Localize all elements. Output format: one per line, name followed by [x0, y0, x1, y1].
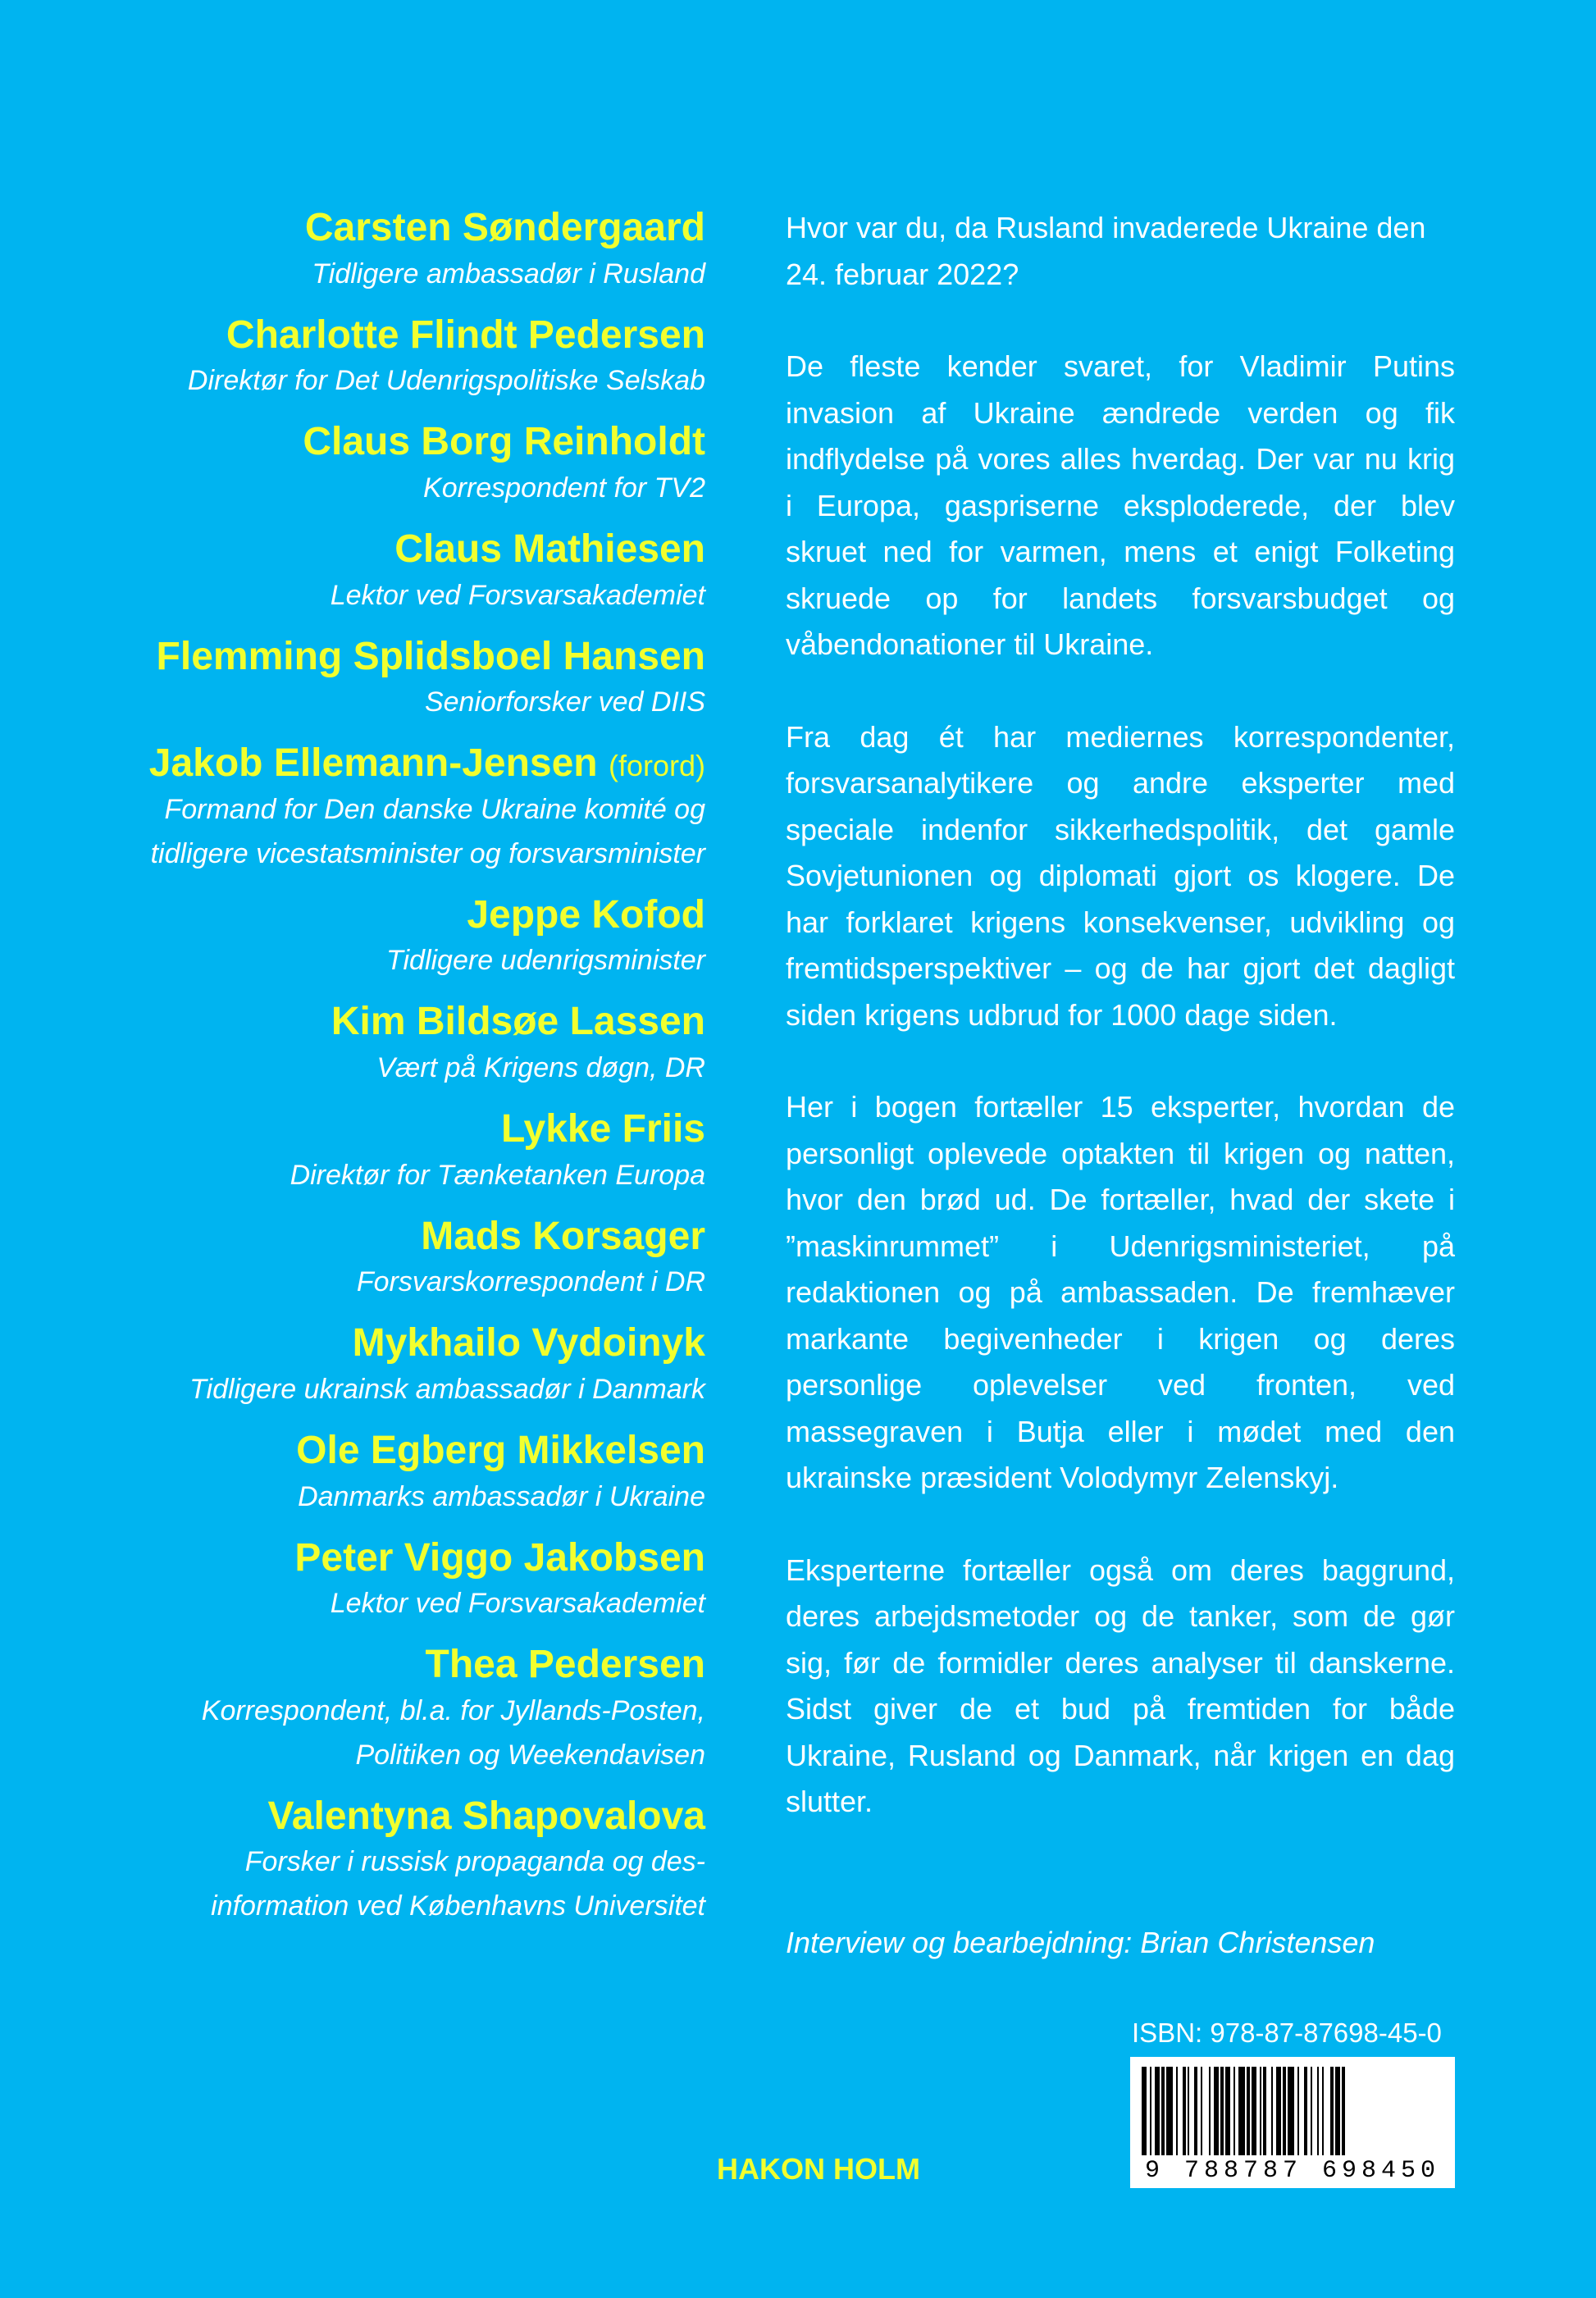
contributor-note: (forord): [608, 749, 705, 783]
contributor-name: Mads Korsager: [421, 1214, 705, 1258]
barcode-bar: [1166, 2067, 1173, 2155]
contributor-role: Lektor ved Forsvarsakademiet: [330, 579, 705, 611]
barcode-bar: [1188, 2067, 1189, 2155]
barcode-bar: [1335, 2067, 1340, 2155]
contributor-name: Kim Bildsøe Lassen: [331, 1000, 705, 1044]
blurb-paragraph: Fra dag ét har mediernes korrespondenter, forsvarsanalytikere og andre eksperter med speciale indenfor sikkerhedspolitik, det gamle Sovjetunionen og diplomati gjort os klogere. De har forklaret krigens konsekvenser, udvikling og fremtidsperspektiver – og de har gjort det dagligt siden krigens udbrud for 1000 dage siden.: [786, 719, 1455, 1032]
contributor-name: Claus Borg Reinholdt: [303, 420, 705, 464]
barcode-bar: [1183, 2067, 1186, 2155]
barcode-bar: [1201, 2067, 1202, 2155]
contributor-role: Direktør for Tænketanken Europa: [290, 1159, 705, 1191]
blurb-intro: Hvor var du, da Rusland invaderede Ukraine den 24. februar 2022?: [786, 211, 1426, 291]
barcode-bar: [1288, 2067, 1294, 2155]
publisher-logo: HAKON HOLM: [717, 2152, 920, 2186]
barcode-bar: [1342, 2067, 1345, 2155]
contributor-role: Tidligere ambassadør i Rusland: [312, 258, 705, 290]
barcode-bar: [1304, 2067, 1307, 2155]
contributor-name: Claus Mathiesen: [394, 527, 705, 571]
contributor-entry: [82, 205, 705, 296]
contributor-entry: [82, 419, 705, 510]
contributor-role: Vært på Krigens døgn, DR: [376, 1052, 705, 1083]
blurb-text: [786, 205, 1455, 1872]
contributor-role: Lektor ved Forsvarsakademiet: [330, 1588, 705, 1620]
contributor-entry: [82, 1106, 705, 1197]
contributor-name: Mykhailo Vydoinyk: [352, 1321, 705, 1366]
barcode-bar: [1263, 2067, 1266, 2155]
contributor-role: Tidligere udenrigsminister: [386, 945, 705, 977]
barcode-bar: [1225, 2067, 1230, 2155]
contributor-name: Flemming Splidsboel Hansen: [156, 634, 705, 678]
contributor-name: Carsten Søndergaard: [304, 206, 705, 249]
contributor-role: Formand for Den danske Ukraine komité og tidligere vicestatsminister og forsvarsminister: [150, 793, 705, 869]
contributor-role: Forsker i russisk propaganda og des- information ved Københavns Universitet: [211, 1846, 705, 1922]
barcode-bar: [1209, 2067, 1211, 2155]
barcode-digits: 9 788787 698450: [1144, 2157, 1441, 2185]
barcode-bar: [1161, 2067, 1165, 2155]
contributor-name: Thea Pedersen: [425, 1643, 705, 1687]
contributor-name: Valentyna Shapovalova: [267, 1794, 705, 1838]
contributor-entry: [82, 634, 705, 725]
contributor-entry: [82, 999, 705, 1090]
barcode-bar: [1330, 2067, 1334, 2155]
barcode-bar: [1252, 2067, 1256, 2155]
contributor-name: Charlotte Flindt Pedersen: [226, 312, 705, 357]
contributor-role: Direktør for Det Udenrigspolitiske Selskab: [187, 365, 705, 397]
barcode-bar: [1297, 2067, 1299, 2155]
blurb-paragraph: Eksperterne fortæller også om deres baggrund, deres arbejdsmetoder og de tanker, som de gør sig, før de formidler deres analyser til danskerne. Sidst giver de et bud på fremtiden for både Ukraine, Rusland og Danmark, når krigen en dag slutter.: [786, 1553, 1455, 1818]
barcode-bar: [1142, 2067, 1147, 2155]
barcode-bar: [1322, 2067, 1324, 2155]
contributors-list: [82, 205, 705, 1945]
contributor-entry: [82, 527, 705, 618]
barcode-bars: [1140, 2067, 1445, 2155]
contributor-entry: [82, 1320, 705, 1411]
barcode-bar: [1238, 2067, 1245, 2155]
contributor-role: Tidligere ukrainsk ambassadør i Danmark: [189, 1373, 705, 1405]
contributor-entry: [82, 1642, 705, 1777]
blurb-paragraph: Her i bogen fortæller 15 eksperter, hvordan de personligt oplevede optakten til krigen og natten, hvor den brød ud. De fortæller, hvad der skete i ”maskinrummet” i Udenrigsministeriet, på redaktionen og på ambassaden. De fremhæver markante begivenheder i krigen og deres personlige oplevelser ved fronten, ved massegraven i Butja eller i mødet med den ukrainske præsident Volodymyr Zelenskyj.: [786, 1090, 1455, 1494]
contributor-entry: [82, 1428, 705, 1519]
barcode-bar: [1233, 2067, 1235, 2155]
contributor-entry: [82, 312, 705, 404]
barcode-bar: [1214, 2067, 1219, 2155]
contributor-role: Danmarks ambassadør i Ukraine: [298, 1480, 705, 1512]
interview-credit: Interview og bearbejdning: Brian Christensen: [786, 1926, 1375, 1959]
barcode-bar: [1150, 2067, 1151, 2155]
barcode-bar: [1247, 2067, 1250, 2155]
barcode-bar: [1176, 2067, 1178, 2155]
contributor-role: Korrespondent for TV2: [423, 472, 705, 504]
barcode-bar: [1311, 2067, 1312, 2155]
contributor-role: Korrespondent, bl.a. for Jyllands-Posten, Politiken og Weekendavisen: [201, 1694, 705, 1771]
contributor-role: Forsvarskorrespondent i DR: [356, 1266, 705, 1298]
contributor-entry: [82, 741, 705, 876]
contributor-entry: [82, 1214, 705, 1305]
contributor-name: Jakob Ellemann-Jensen (forord): [148, 741, 705, 786]
isbn-label: ISBN: 978-87-87698-45-0: [1132, 2018, 1442, 2048]
contributor-name: Ole Egberg Mikkelsen: [296, 1428, 705, 1472]
contributor-name: Lykke Friis: [500, 1107, 705, 1151]
barcode-bar: [1276, 2067, 1281, 2155]
barcode-bar: [1220, 2067, 1224, 2155]
contributor-entry: [82, 1535, 705, 1626]
contributor-entry: [82, 892, 705, 983]
contributor-entry: [82, 1794, 705, 1929]
barcode-bar: [1155, 2067, 1160, 2155]
contributor-role: Seniorforsker ved DIIS: [424, 686, 705, 718]
barcode-bar: [1317, 2067, 1319, 2155]
contributor-name: Peter Viggo Jakobsen: [294, 1535, 705, 1580]
blurb-paragraph: De fleste kender svaret, for Vladimir Putins invasion af Ukraine ændrede verden og fik indflydelse på vores alles hverdag. Der var nu krig i Europa, gaspriserne eksploderede, der blev skruet ned for varmen, mens et enigt Folketing skruede op for landets forsvarsbudget og våbendonationer til Ukraine.: [786, 349, 1455, 661]
barcode-bar: [1271, 2067, 1273, 2155]
barcode: [1130, 2057, 1455, 2188]
barcode-bar: [1283, 2067, 1286, 2155]
barcode-bar: [1260, 2067, 1261, 2155]
barcode-bar: [1194, 2067, 1197, 2155]
contributor-name: Jeppe Kofod: [467, 892, 705, 937]
